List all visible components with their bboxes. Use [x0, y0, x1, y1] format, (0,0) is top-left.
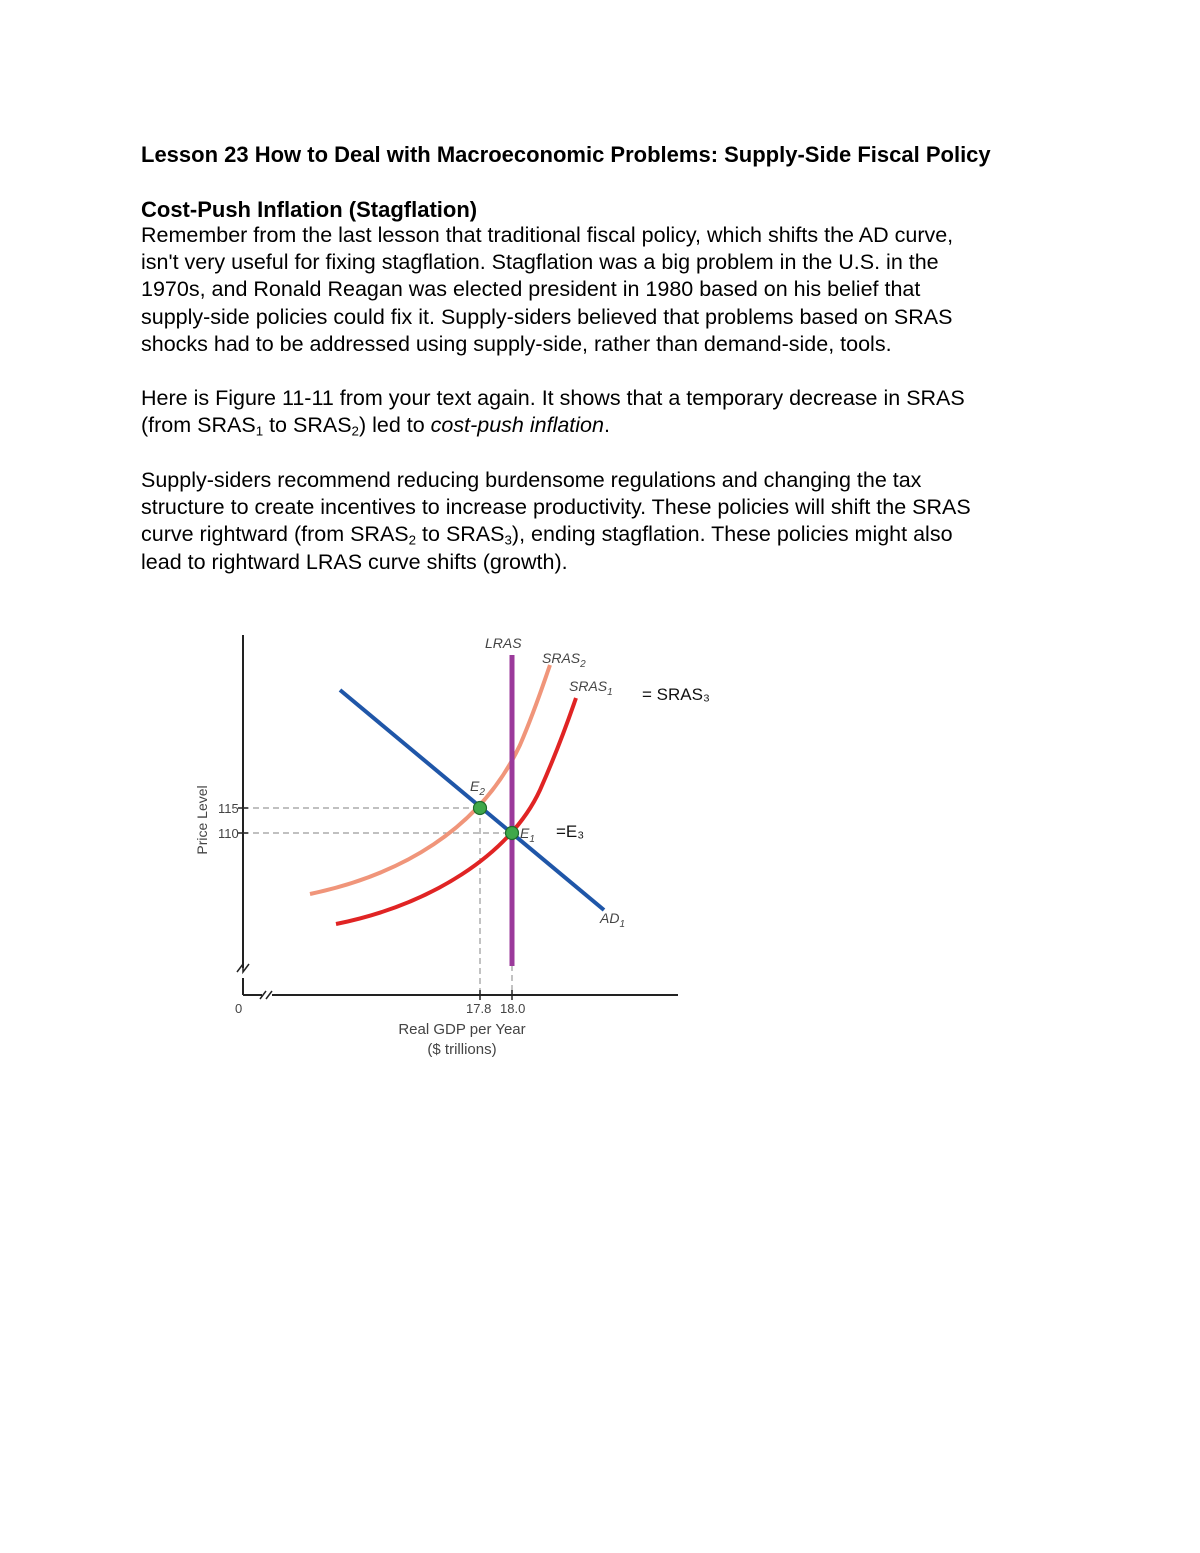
text-line: structure to create incentives to increase productivity. These policies will shift the SRAS — [141, 495, 971, 520]
e1-label: $E_1$ — [520, 825, 535, 845]
axis-break-icon — [237, 964, 249, 972]
x-axis-title: Real GDP per Year — [398, 1021, 526, 1038]
section-heading: Cost-Push Inflation (Stagflation) — [141, 197, 478, 222]
text-line: supply-side policies could fix it. Supply-siders believed that problems based on SRAS — [141, 304, 953, 329]
text-line: Here is Figure 11-11 from your text again. It shows that a temporary decrease in SRAS — [141, 386, 965, 410]
text-line: shocks had to be addressed using supply-side, rather than demand-side, tools. — [141, 331, 892, 356]
text-line: 1970s, and Ronald Reagan was elected president in 1980 based on his belief that — [141, 277, 921, 302]
as-ad-chart — [180, 620, 740, 1080]
paragraph-supply-side-policy — [141, 467, 1101, 576]
text-line: curve rightward (from $SRAS_2$ to $SRAS_3$), ending stagflation. These policies might also — [141, 522, 953, 548]
y-axis-title: Price Level — [194, 785, 210, 855]
sras1-label: $SRAS_1$ — [569, 678, 613, 698]
figure-stagflation-diagram — [180, 620, 740, 1080]
lras-label: LRAS — [485, 635, 522, 651]
text-line: lead to rightward LRAS curve shifts (growth). — [141, 549, 568, 574]
e3-note: =E₃ — [556, 822, 585, 841]
x-tick-label-17-8: 17.8 — [466, 1001, 492, 1016]
sras3-note: = SRAS₃ — [642, 685, 710, 704]
paragraph-figure-reference — [141, 385, 1101, 439]
text-line: Supply-siders recommend reducing burdensome regulations and changing the tax — [141, 468, 922, 492]
page-title: Lesson 23 How to Deal with Macroeconomic Problems: Supply-Side Fiscal Policy — [141, 142, 991, 167]
origin-label: 0 — [235, 1001, 243, 1016]
text-line: isn't very useful for fixing stagflation. Stagflation was a big problem in the U.S. in the — [141, 250, 939, 275]
y-tick-label-115: 115 — [218, 801, 239, 816]
text-line: Remember from the last lesson that traditional fiscal policy, which shifts the AD curve, — [141, 223, 954, 247]
emphasis-cost-push-inflation: cost-push inflation — [430, 413, 604, 438]
y-tick-label-110: 110 — [218, 826, 239, 841]
equilibrium-point-e2 — [474, 802, 487, 815]
paragraph-stagflation-intro — [141, 222, 1101, 358]
ad1-label: $AD_1$ — [600, 910, 626, 930]
sras2-label: $SRAS_2$ — [542, 650, 586, 670]
equilibrium-point-e1 — [506, 827, 519, 840]
sras1-curve — [336, 698, 576, 924]
x-axis-subtitle: ($ trillions) — [427, 1041, 497, 1058]
text-line: (from $SRAS_1$ to $SRAS_2$) led to cost-push inflation. — [141, 413, 610, 439]
e2-label: $E_2$ — [470, 778, 485, 798]
x-tick-label-18-0: 18.0 — [500, 1001, 526, 1016]
ad1-curve — [340, 690, 604, 910]
